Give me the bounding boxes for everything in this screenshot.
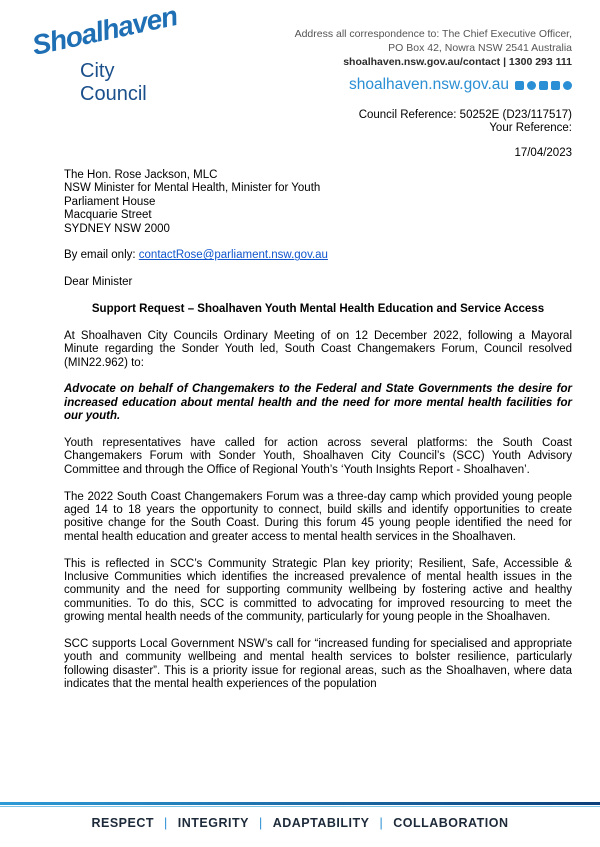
logo-sub-text: City Council (80, 60, 147, 105)
email-line (64, 249, 572, 262)
paragraph-3: The 2022 South Coast Changemakers Forum was a three-day camp which provided young people aged 14 to 18 years the opportunity to connect, build skills and identify opportunities to create positive change for the South Coast. During this forum 45 young people identified the need for mental health education and greater access to mental health services in the Shoalhaven. (64, 490, 572, 543)
value-separator: | (258, 816, 263, 830)
value-respect: RESPECT (91, 816, 155, 830)
facebook-icon[interactable] (515, 81, 524, 90)
paragraph-4: This is reflected in SCC’s Community Strategic Plan key priority; Resilient, Safe, Accessible & Inclusive Communities which identifies the increased prevalence of mental health issues in the community and the need for supporting community wellbeing by fostering active and healthy communities. To do this, SCC is committed to advocating for improved resourcing to meet the growing mental health needs of the community, particularly for young people in the Shoalhaven. (64, 557, 572, 624)
values-footer (0, 816, 600, 830)
website-bar (349, 76, 572, 94)
instagram-icon[interactable] (527, 81, 536, 90)
letter-date: 17/04/2023 (514, 147, 572, 159)
paragraph-1: At Shoalhaven City Councils Ordinary Meeting of on 12 December 2022, following a Mayoral Minute regarding the Sonder Youth led, South Coast Changemakers Forum, Council resolved (MIN22.962) to: (64, 329, 572, 369)
value-separator: | (379, 816, 384, 830)
logo-main-text: Shoalhaven (29, 0, 180, 62)
value-adaptability: ADAPTABILITY (272, 816, 370, 830)
value-separator: | (164, 816, 168, 830)
subject-line: Support Request – Shoalhaven Youth Mental Health Education and Service Access (91, 303, 545, 316)
email-link[interactable]: contactRose@parliament.nsw.gov.au (138, 249, 328, 262)
recipient-line: SYDNEY NSW 2000 (64, 222, 170, 235)
recipient-line: The Hon. Rose Jackson, MLC (64, 169, 218, 181)
recipient-line: NSW Minister for Mental Health, Minister for Youth (64, 182, 321, 195)
letterhead-address (295, 27, 572, 69)
address-line-2: PO Box 42, Nowra NSW 2541 Australia (388, 42, 572, 54)
value-integrity: INTEGRITY (177, 816, 249, 830)
paragraph-2: Youth representatives have called for action across several platforms: the South Coast Changemakers Forum with Sonder Youth, Shoalhaven City Council’s (SCC) Youth Advisory Committee and through the Office of Regional Youth’s ‘Youth Insights Report - Shoalhaven’. (64, 437, 572, 476)
footer-rule (0, 802, 600, 805)
council-reference: Council Reference: 50252E (D23/117517) (358, 109, 572, 121)
linkedin-icon[interactable] (539, 81, 548, 90)
reference-block (359, 109, 572, 135)
resolution-text: Advocate on behalf of Changemakers to the Federal and State Governments the desire for increased education about mental health and the need for more mental health facilities for our youth. (64, 383, 572, 423)
your-reference: Your Reference: (489, 122, 572, 134)
salutation: Dear Minister (64, 276, 133, 289)
email-prefix: By email only: (64, 249, 139, 262)
youtube-icon[interactable] (551, 81, 560, 90)
council-logo (29, 0, 180, 105)
website-url[interactable]: shoalhaven.nsw.gov.au (349, 76, 509, 93)
social-icons (515, 81, 572, 90)
address-line-1: Address all correspondence to: The Chief Executive Officer, (294, 28, 572, 40)
recipient-line: Parliament House (64, 195, 156, 208)
contact-line: shoalhaven.nsw.gov.au/contact | 1300 293 111 (343, 56, 572, 68)
paragraph-5: SCC supports Local Government NSW’s call for “increased funding for specialised and appropriate youth and community wellbeing and mental health services to bolster resilience, particularly following disaster”. This is a priority issue for regional areas, such as the Shoalhaven, where data indicates that the mental health experiences of the population (64, 638, 572, 691)
recipient-line: Macquarie Street (64, 209, 152, 222)
twitter-icon[interactable] (563, 81, 572, 90)
value-collaboration: COLLABORATION (393, 816, 509, 830)
recipient-block (64, 169, 572, 236)
letter-body (64, 169, 572, 692)
footer-rule-thin (0, 806, 600, 807)
